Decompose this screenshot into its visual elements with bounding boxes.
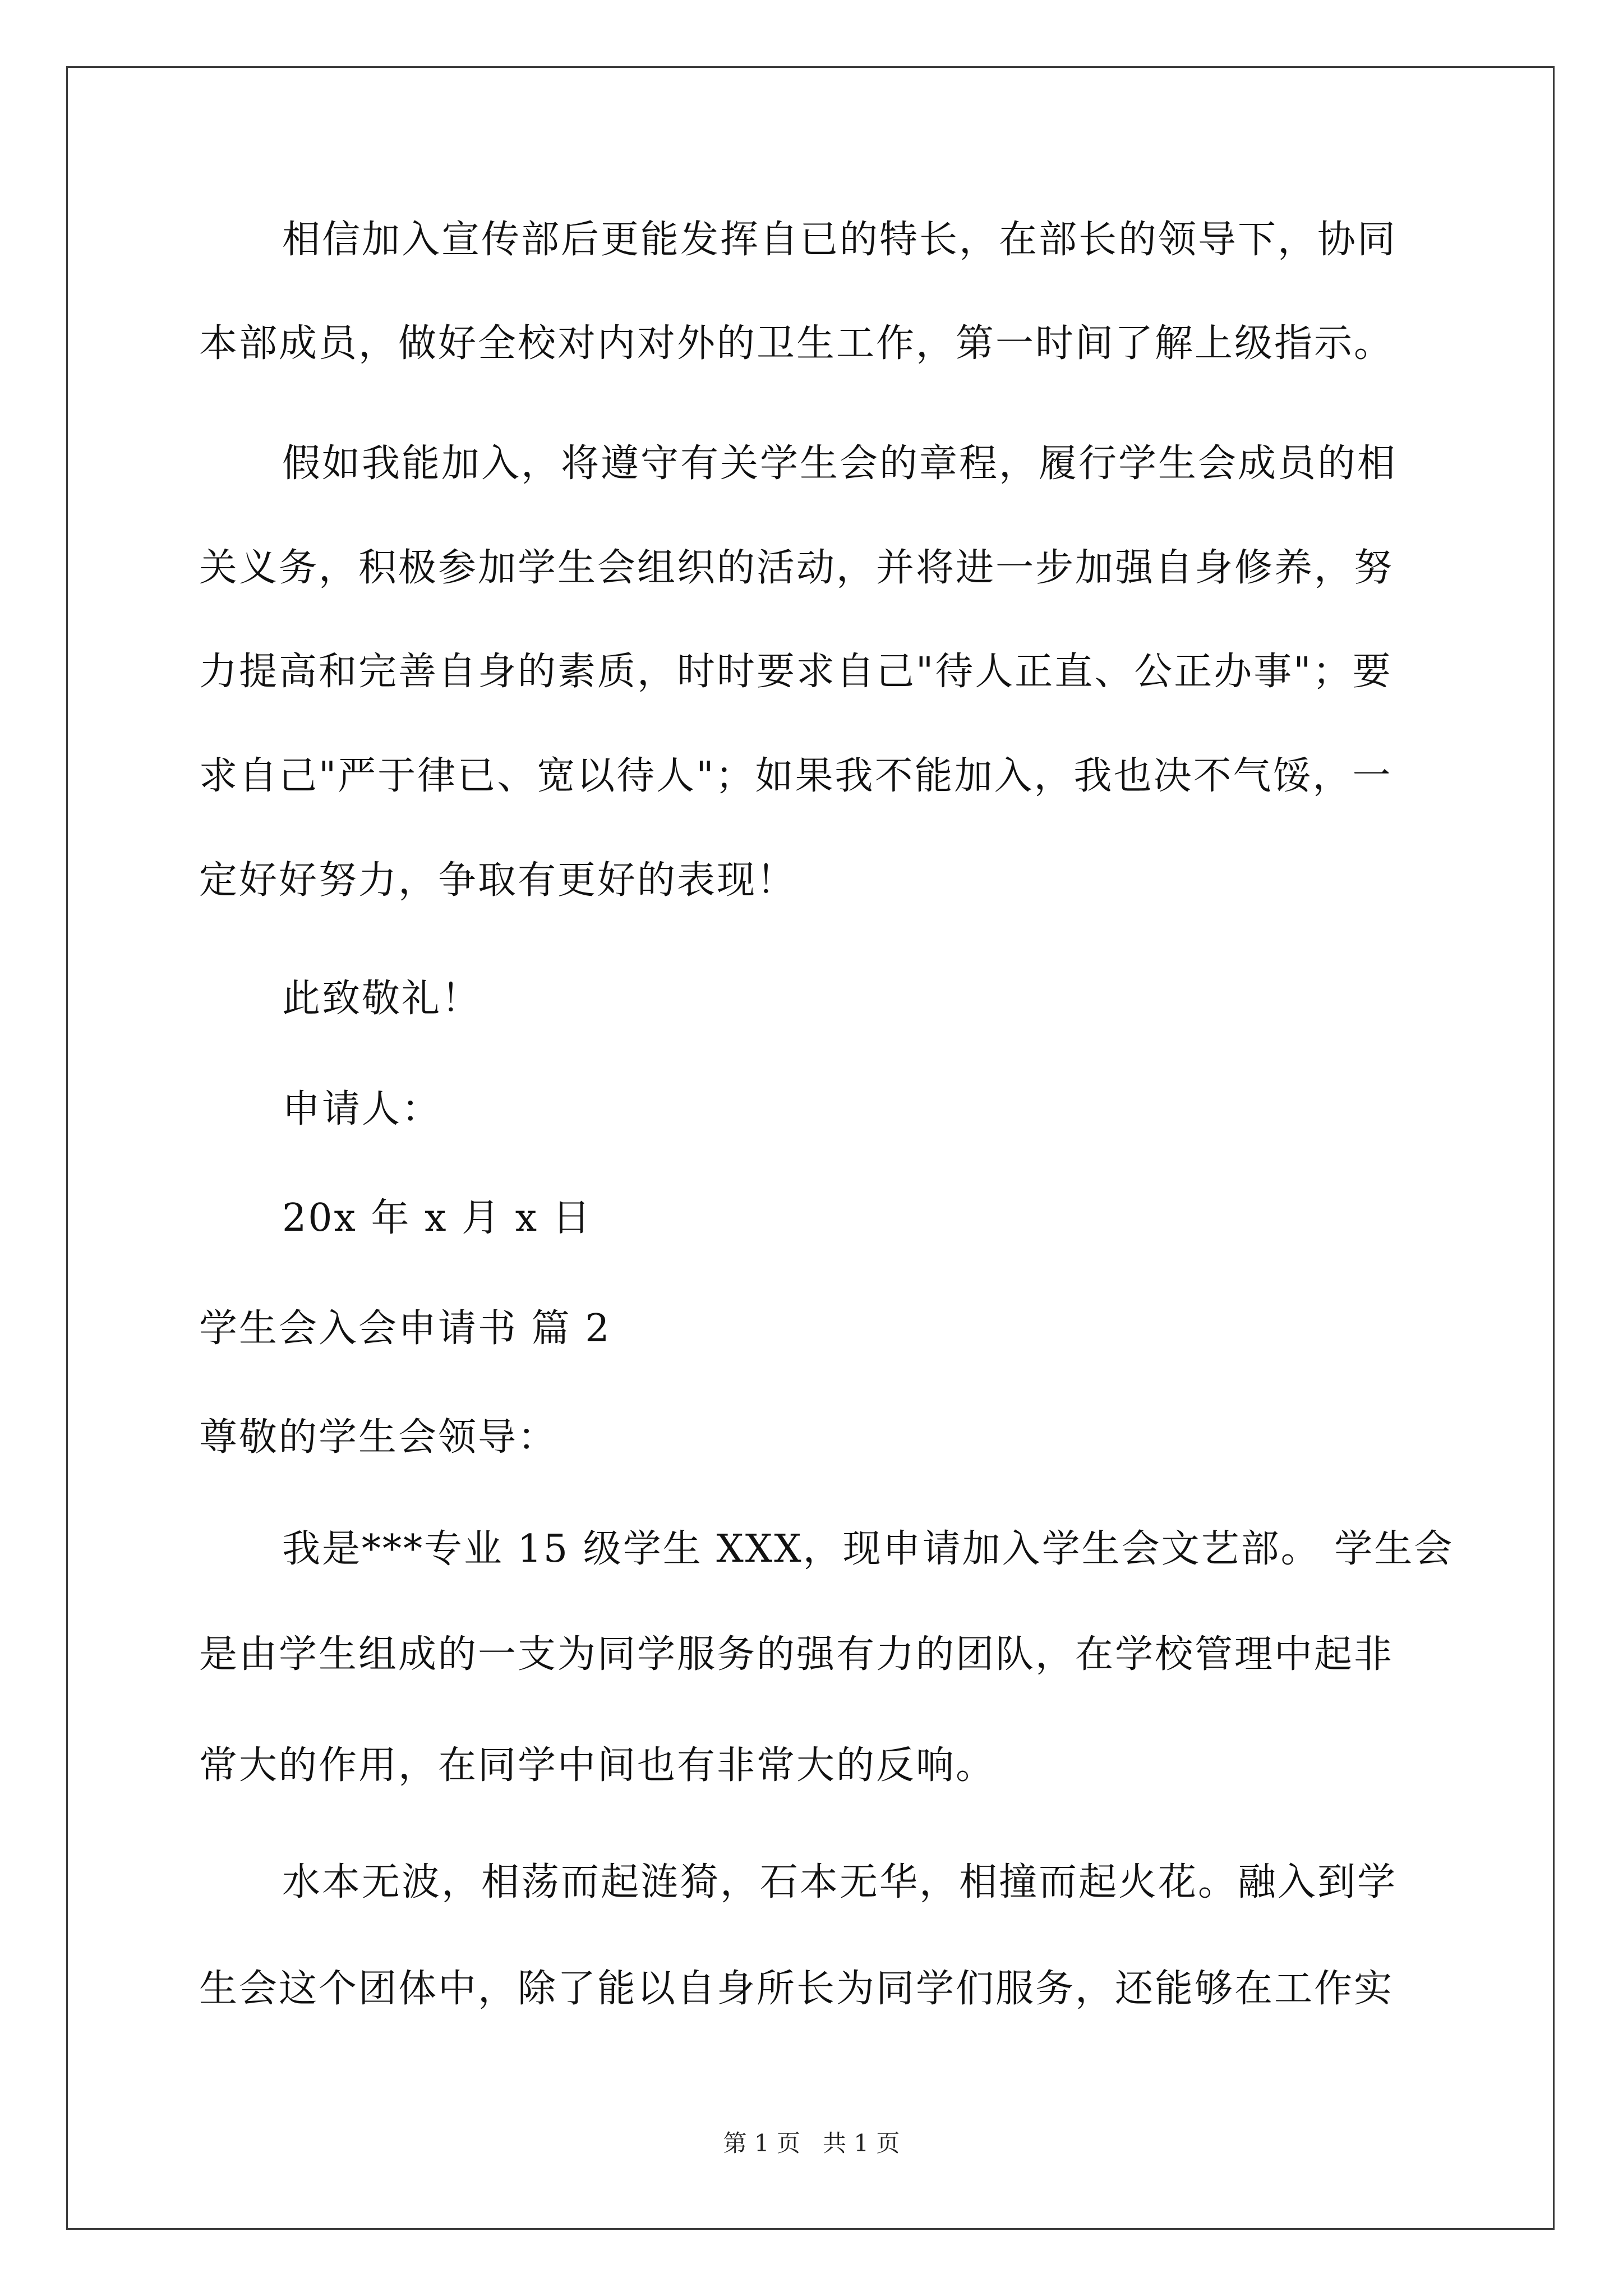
- page-footer: [0, 2129, 1623, 2157]
- paragraph-line: 求自己"严于律已、宽以待人"；如果我不能加入，我也决不气馁，一: [199, 754, 1393, 798]
- paragraph-line: 力提高和完善自身的素质，时时要求自己"待人正直、公正办事"；要: [199, 650, 1393, 694]
- date-line: 20x 年 x 月 x 日: [282, 1196, 592, 1240]
- paragraph-line: 是由学生组成的一支为同学服务的强有力的团队，在学校管理中起非: [199, 1632, 1394, 1677]
- closing-salutation: 此致敬礼！: [282, 977, 482, 1021]
- greeting-line: 尊敬的学生会领导：: [199, 1415, 558, 1460]
- paragraph-line: 定好好努力，争取有更好的表现！: [199, 858, 797, 903]
- paragraph-line: 本部成员，做好全校对内对外的卫生工作，第一时间了解上级指示。: [199, 321, 1394, 366]
- paragraph-line: 相信加入宣传部后更能发挥自已的特长，在部长的领导下，协同: [282, 218, 1398, 262]
- page-total: 共 1 页: [823, 2129, 900, 2157]
- page-border: [66, 66, 1555, 2230]
- section-heading: 学生会入会申请书 篇 2: [199, 1306, 611, 1351]
- paragraph-line: 生会这个团体中，除了能以自身所长为同学们服务，还能够在工作实: [199, 1967, 1394, 2011]
- page-number: 第 1 页: [723, 2129, 800, 2157]
- paragraph-line: 假如我能加入，将遵守有关学生会的章程，履行学生会成员的相: [282, 441, 1398, 486]
- paragraph-line: 常大的作用，在同学中间也有非常大的反响。: [199, 1743, 996, 1788]
- applicant-label: 申请人：: [282, 1087, 442, 1131]
- paragraph-line: 水本无波，相荡而起涟猗，石本无华，相撞而起火花。融入到学: [282, 1860, 1398, 1904]
- paragraph-line: 关义务，积极参加学生会组织的活动，并将进一步加强自身修养，努: [199, 546, 1394, 590]
- paragraph-line: 我是***专业 15 级学生 XXX，现申请加入学生会文艺部。 学生会: [282, 1527, 1454, 1571]
